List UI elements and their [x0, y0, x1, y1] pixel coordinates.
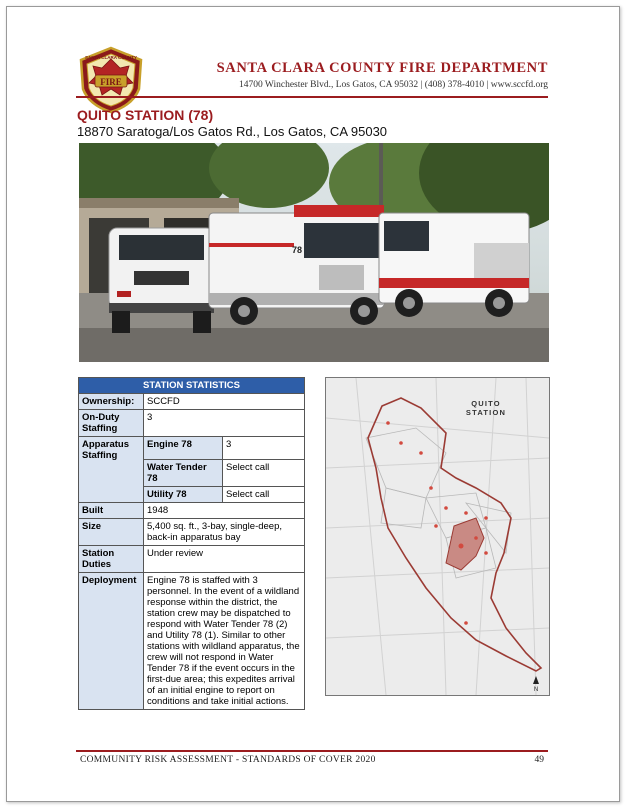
north-label: N: [533, 687, 539, 693]
station-area-map: [325, 377, 550, 696]
org-name: SANTA CLARA COUNTY FIRE DEPARTMENT: [216, 60, 548, 76]
org-address: 14700 Winchester Blvd., Los Gatos, CA 95032 | (408) 378-4010 | www.sccfd.org: [238, 80, 548, 90]
size-label: Size: [79, 519, 144, 546]
apparatus-name: Engine 78: [144, 437, 223, 460]
staffing-label: On-Duty Staffing: [79, 410, 144, 437]
footer-rule: [76, 750, 548, 752]
station-title: QUITO STATION (78): [77, 107, 214, 123]
apparatus-name: Water Tender 78: [144, 460, 223, 487]
engine-number-text: 78: [292, 245, 303, 255]
page-number: 49: [534, 755, 544, 765]
apparatus-value: Select call: [223, 487, 305, 503]
logo-center-text: FIRE: [100, 77, 122, 87]
apparatus-value: Select call: [223, 460, 305, 487]
apparatus-value: 3: [223, 437, 305, 460]
fire-department-logo: [73, 45, 149, 115]
apparatus-label: Apparatus Staffing: [79, 437, 144, 503]
station-statistics-table: [78, 377, 305, 710]
map-label-line2: STATION: [465, 408, 507, 417]
size-value: 5,400 sq. ft., 3-bay, single-deep, back-in apparatus bay: [144, 519, 305, 546]
ownership-label: Ownership:: [79, 394, 144, 410]
logo-top-text: SANTA CLARA COUNTY: [84, 55, 138, 60]
station-photo: [79, 143, 549, 362]
duties-value: Under review: [144, 546, 305, 573]
built-label: Built: [79, 503, 144, 519]
header-rule: [76, 96, 548, 98]
deployment-value: Engine 78 is staffed with 3 personnel. In the event of a wildland response within the district, the station crew may be dispatched to respond with Water Tender 78 (2) and Utility 78 (1). Similar to other stations with wildland apparatus, the crew will not respond in Water Tender 78 if the event occurs in the first-due area; this expedites arrival of an initial engine to report on conditions and take initial actions.: [144, 573, 305, 710]
ownership-value: SCCFD: [144, 394, 305, 410]
staffing-value: 3: [144, 410, 305, 437]
stats-caption: STATION STATISTICS: [79, 378, 305, 394]
footer-text: COMMUNITY RISK ASSESSMENT - STANDARDS OF COVER 2020: [80, 755, 376, 765]
apparatus-name: Utility 78: [144, 487, 223, 503]
built-value: 1948: [144, 503, 305, 519]
station-address: 18870 Saratoga/Los Gatos Rd., Los Gatos, CA 95030: [77, 124, 388, 139]
map-label-line1: QUITO: [471, 399, 501, 408]
deployment-label: Deployment: [79, 573, 144, 710]
duties-label: Station Duties: [79, 546, 144, 573]
